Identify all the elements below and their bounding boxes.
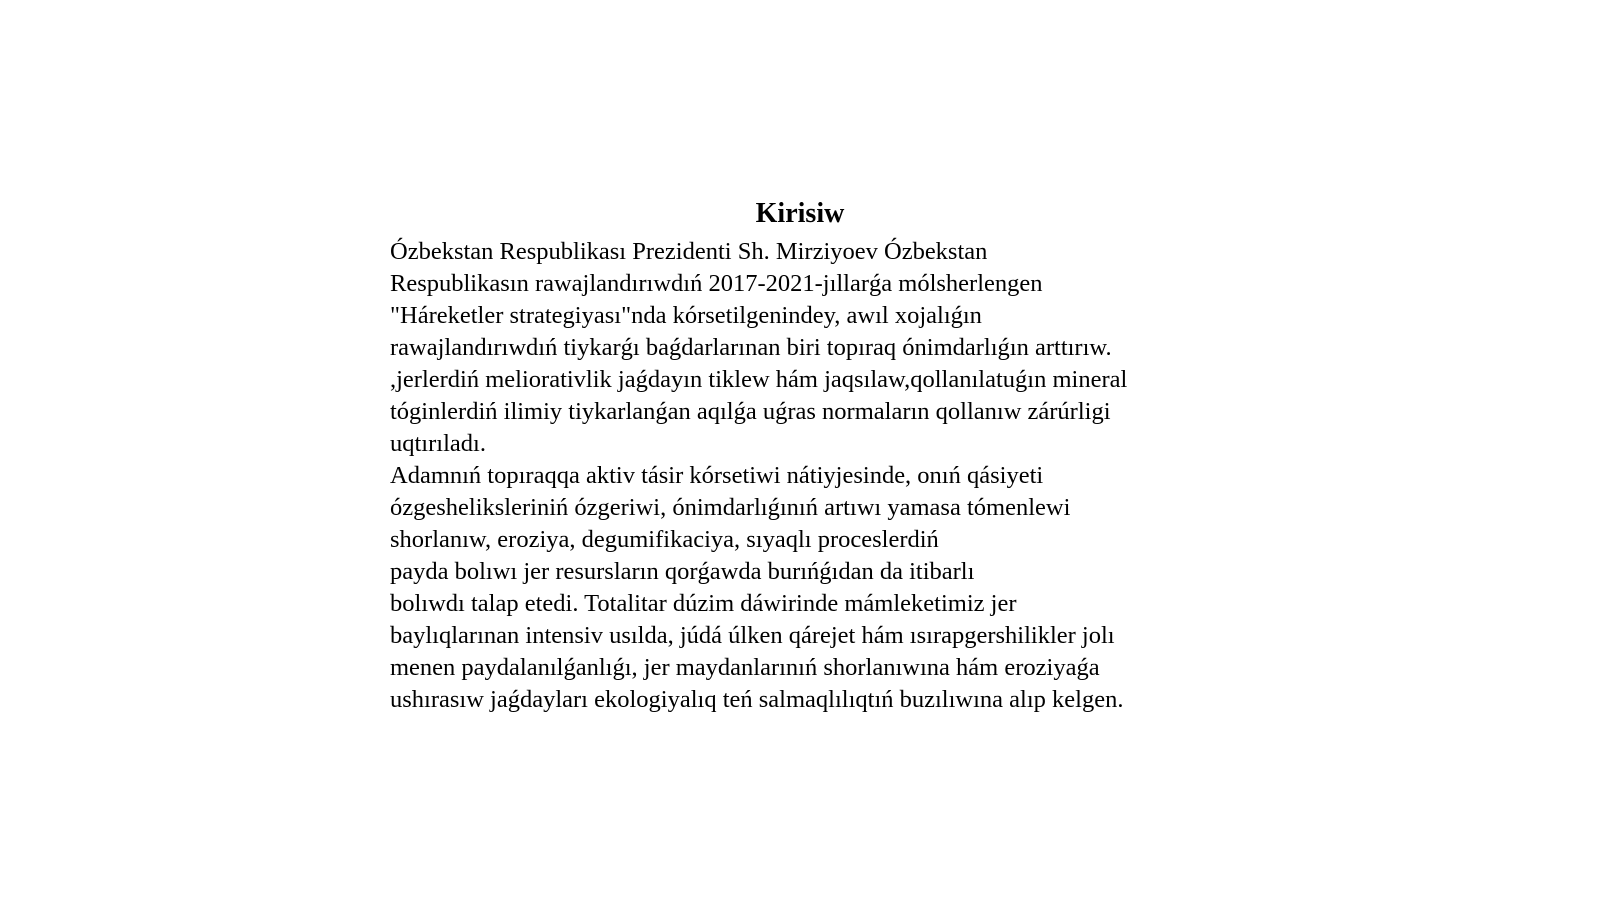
- text-line: menen paydalanılǵanlıǵı, jer maydanlarınıń shorlanıwına hám eroziyaǵa: [390, 654, 1100, 681]
- text-line: payda bolıwı jer resursların qorǵawda burıńǵıdan da itibarlı: [390, 558, 975, 585]
- text-line: baylıqlarınan intensiv usılda, júdá úlken qárejet hám ısırapgershilikler jolı: [390, 622, 1115, 649]
- text-line: rawajlandırıwdıń tiykarǵı baǵdarlarınan biri topıraq ónimdarlıǵın arttırıw.: [390, 334, 1112, 361]
- page-title: Kirisiw: [755, 198, 845, 229]
- text-line: tóginlerdiń ilimiy tiykarlanǵan aqılǵa uǵras normaların qollanıw zárúrligi: [390, 398, 1111, 425]
- text-line: ushırasıw jaǵdayları ekologiyalıq teń salmaqlılıqtıń buzılıwına alıp kelgen.: [390, 686, 1124, 713]
- text-line: Ózbekstan Respublikası Prezidenti Sh. Mirziyoev Ózbekstan: [390, 238, 988, 265]
- body-text: [390, 236, 1210, 716]
- text-line: bolıwdı talap etedi. Totalitar dúzim dáwirinde mámleketimiz jer: [390, 590, 1017, 617]
- text-line: "Háreketler strategiyası"nda kórsetilgenindey, awıl xojalıǵın: [390, 302, 982, 329]
- text-line: uqtırıladı.: [390, 430, 486, 457]
- text-line: ózgesheliksleriniń ózgeriwi, ónimdarlıǵınıń artıwı yamasa tómenlewi: [390, 494, 1071, 521]
- text-line: ,jerlerdiń meliorativlik jaǵdayın tiklew hám jaqsılaw,qollanılatuǵın mineral: [390, 366, 1128, 393]
- text-line: shorlanıw, eroziya, degumifikaciya, sıyaqlı proceslerdiń: [390, 526, 939, 553]
- text-line: Adamnıń topıraqqa aktiv tásir kórsetiwi nátiyjesinde, onıń qásiyeti: [390, 462, 1044, 489]
- text-line: Respublikasın rawajlandırıwdıń 2017-2021-jıllarǵa mólsherlengen: [390, 270, 1043, 297]
